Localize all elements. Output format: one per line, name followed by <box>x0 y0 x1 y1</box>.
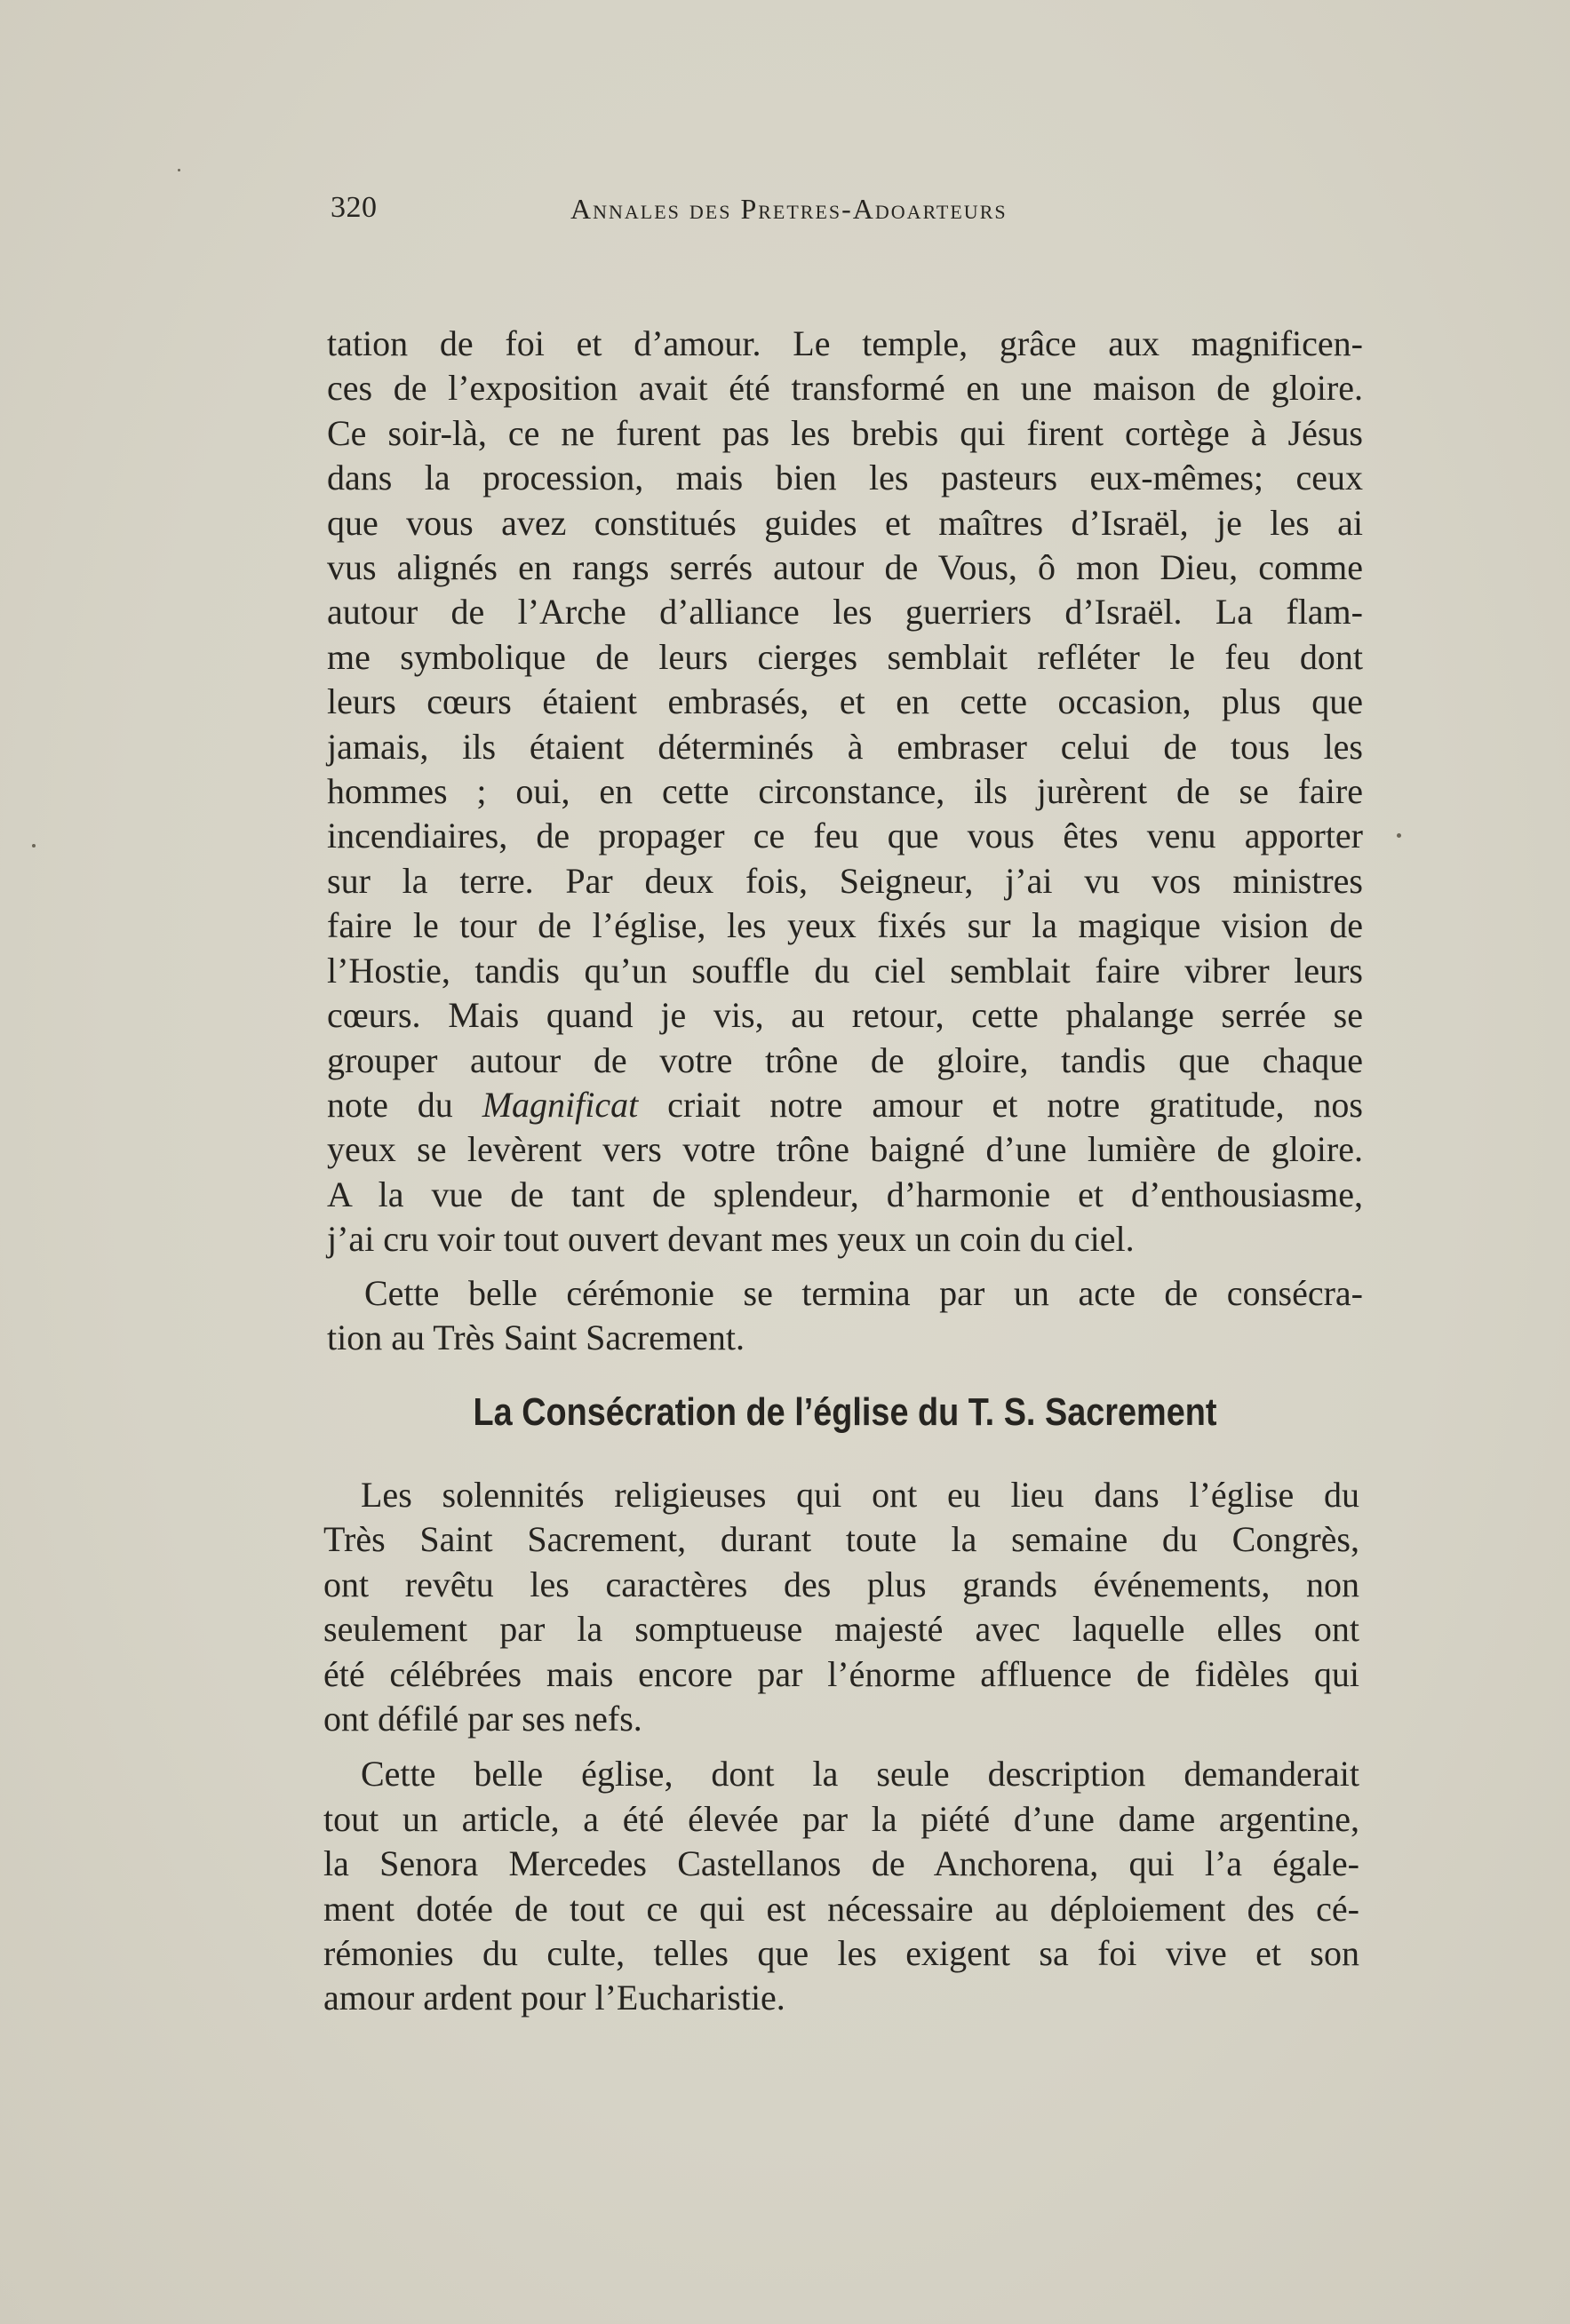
text-line: j’ai cru voir tout ouvert devant mes yeux un coin du ciel. <box>327 1219 1135 1260</box>
text-line: leurs cœurs étaient embrasés, et en cette occasion, plus que <box>327 681 1363 722</box>
text-line-with-italic <box>327 1083 1363 1127</box>
text-line: jamais, ils étaient déterminés à embraser celui de tous les <box>327 726 1363 767</box>
text-line: grouper autour de votre trône de gloire, tandis que chaque <box>327 1039 1363 1080</box>
paragraph <box>327 1271 1363 1361</box>
page-number: 320 <box>331 191 378 224</box>
text-line: Très Saint Sacrement, durant toute la semaine du Congrès, <box>323 1519 1359 1560</box>
section-heading: La Consécration de l’église du T. S. Sacrement <box>473 1390 1217 1434</box>
paragraph <box>323 1752 1359 2020</box>
text-line: Cette belle cérémonie se termina par un acte de consécra- <box>364 1272 1363 1313</box>
text-line: Ce soir-là, ce ne furent pas les brebis qui firent cortège à Jésus <box>327 412 1363 453</box>
text-line: été célébrées mais encore par l’énorme affluence de fidèles qui <box>323 1653 1359 1694</box>
page-header <box>331 191 1112 227</box>
text-line: Les solennités religieuses qui ont eu lieu dans l’église du <box>361 1475 1359 1515</box>
text-fragment: note du <box>327 1084 482 1125</box>
running-title: Annales des Pretres-Adoarteurs <box>570 193 1008 225</box>
text-line: ces de l’exposition avait été transformé en une maison de gloire. <box>327 368 1363 409</box>
paragraph <box>327 322 1363 1262</box>
text-line: que vous avez constitués guides et maîtres d’Israël, je les ai <box>327 502 1363 543</box>
text-line: cœurs. Mais quand je vis, au retour, cette phalange serrée se <box>327 995 1363 1036</box>
text-line: tation de foi et d’amour. Le temple, grâce aux magnificen- <box>327 323 1363 363</box>
paper-speck <box>178 169 180 171</box>
text-line: A la vue de tant de splendeur, d’harmonie et d’enthousiasme, <box>327 1174 1363 1214</box>
section-text <box>323 1473 1359 2021</box>
text-line: vus alignés en rangs serrés autour de Vous, ô mon Dieu, comme <box>327 547 1363 588</box>
text-line: la Senora Mercedes Castellanos de Anchorena, qui l’a égale- <box>323 1843 1359 1884</box>
text-line: ont revêtu les caractères des plus grands événements, non <box>323 1564 1359 1604</box>
text-fragment: criait notre amour et notre gratitude, nos <box>638 1084 1363 1125</box>
text-line: tion au Très Saint Sacrement. <box>327 1317 745 1357</box>
text-line: yeux se levèrent vers votre trône baigné d’une lumière de gloire. <box>327 1129 1363 1170</box>
main-text <box>327 322 1363 1360</box>
paragraph <box>323 1473 1359 1741</box>
text-line: me symbolique de leurs cierges semblait refléter le feu dont <box>327 636 1363 677</box>
paper-speck <box>1397 833 1401 838</box>
text-line: sur la terre. Par deux fois, Seigneur, j’ai vu vos ministres <box>327 860 1363 901</box>
text-line: amour ardent pour l’Eucharistie. <box>323 1978 785 2018</box>
text-line: Cette belle église, dont la seule description demanderait <box>361 1754 1359 1795</box>
italic-title-magnificat: Magnificat <box>482 1084 639 1125</box>
text-line: dans la procession, mais bien les pasteurs eux-mêmes; ceux <box>327 458 1363 498</box>
text-line: l’Hostie, tandis qu’un souffle du ciel semblait faire vibrer leurs <box>327 950 1363 991</box>
text-line: incendiaires, de propager ce feu que vous êtes venu apporter <box>327 816 1363 856</box>
text-line: ont défilé par ses nefs. <box>323 1699 642 1739</box>
text-line: faire le tour de l’église, les yeux fixés sur la magique vision de <box>327 905 1363 946</box>
text-line: hommes ; oui, en cette circonstance, ils jurèrent de se faire <box>327 771 1363 812</box>
text-line: seulement par la somptueuse majesté avec laquelle elles ont <box>323 1609 1359 1650</box>
paper-speck <box>32 844 36 848</box>
text-line: ment dotée de tout ce qui est nécessaire au déploiement des cé- <box>323 1888 1359 1929</box>
text-line: rémonies du culte, telles que les exigent sa foi vive et son <box>323 1933 1359 1974</box>
text-line: tout un article, a été élevée par la piété d’une dame argentine, <box>323 1798 1359 1839</box>
text-line: autour de l’Arche d’alliance les guerriers d’Israël. La flam- <box>327 592 1363 633</box>
